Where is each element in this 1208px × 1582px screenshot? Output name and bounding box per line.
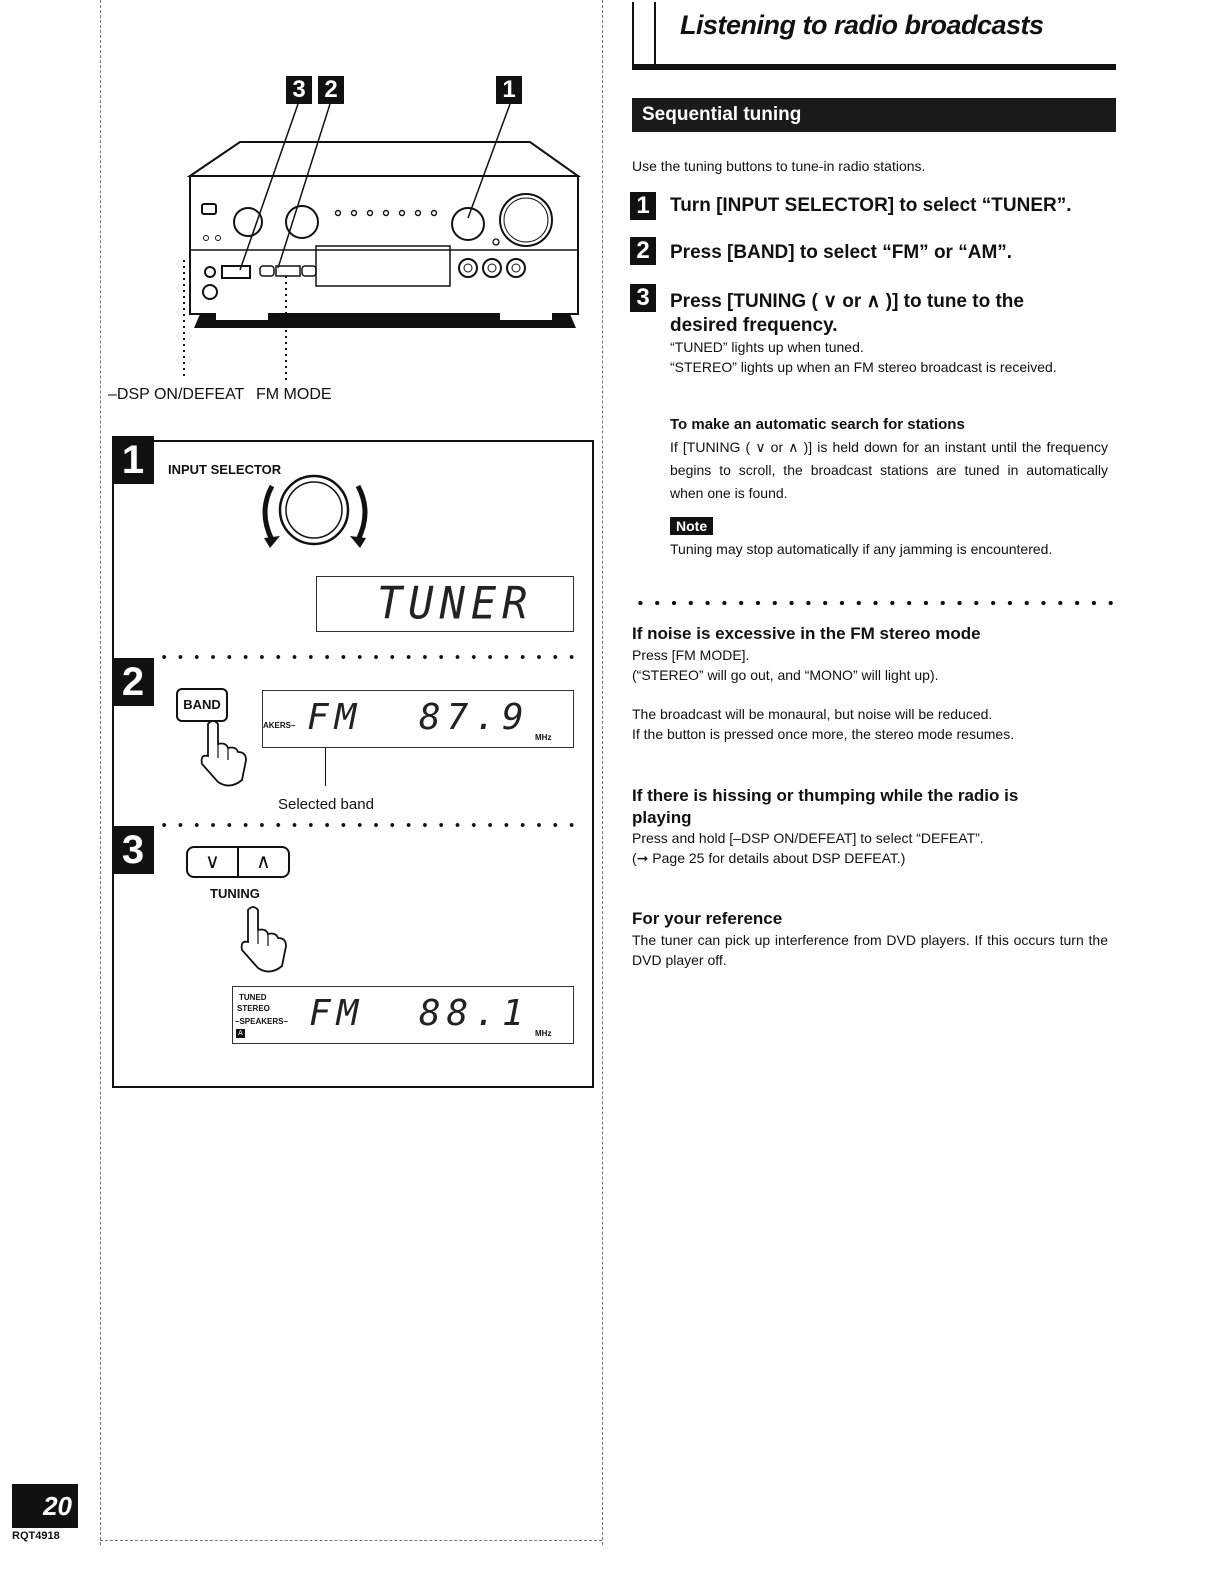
hissing-heading-line2: playing: [632, 808, 692, 827]
input-selector-knob-icon: [252, 468, 382, 554]
selected-band-label: Selected band: [278, 796, 374, 813]
section-banner: Sequential tuning: [632, 98, 1116, 132]
display-stereo-indicator: STEREO: [237, 1004, 270, 1013]
panel-divider-2: [156, 822, 584, 828]
note-text: Tuning may stop automatically if any jamming is encountered.: [670, 541, 1053, 557]
display-fm-unit: MHz: [535, 733, 552, 742]
display-tuned-frequency: 88.1: [419, 993, 530, 1034]
selected-band-pointer: [325, 748, 326, 786]
note-label: Note: [670, 517, 713, 535]
hand-press-icon-2: [236, 906, 296, 976]
display-tuned-indicator: TUNED: [239, 993, 267, 1002]
tuning-buttons: [186, 846, 290, 878]
display-fm-frequency: 87.9: [419, 697, 530, 738]
hissing-line-1: Press and hold [–DSP ON/DEFEAT] to select “DEFEAT”.: [632, 830, 984, 846]
step-1-text: Turn [INPUT SELECTOR] to select “TUNER”.: [670, 195, 1072, 216]
receiver-illustration: [170, 100, 590, 380]
panel-step-3: 3: [112, 826, 154, 874]
step-3-text-line2: desired frequency.: [670, 315, 838, 336]
note-badge: [670, 518, 713, 536]
panel-divider-1: [156, 654, 584, 660]
display-tuner-text: TUNER: [377, 577, 534, 630]
step-2-text: Press [BAND] to select “FM” or “AM”.: [670, 242, 1013, 263]
label-dsp-defeat: –DSP ON/DEFEAT: [108, 386, 245, 403]
model-number: RQT4918: [12, 1530, 60, 1542]
display-speakers-indicator: –SPEAKERS–: [235, 1017, 288, 1026]
reference-heading: For your reference: [632, 909, 783, 928]
step-3-text-line1: Press [TUNING ( ∨ or ∧ )] to tune to the: [670, 291, 1024, 312]
center-guide: [602, 0, 603, 1545]
noise-line-2: (“STEREO” will go out, and “MONO” will light up).: [632, 667, 939, 683]
callout-1: 1: [496, 76, 522, 104]
display-tuned-band: FM: [309, 993, 365, 1034]
noise-line-1: Press [FM MODE].: [632, 647, 750, 663]
display-fm: [262, 690, 574, 748]
display-tuned-unit: MHz: [535, 1029, 552, 1038]
reference-text: The tuner can pick up interference from DVD players. If this occurs turn the DVD player off.: [632, 932, 1108, 968]
title-bracket: [632, 2, 656, 68]
label-fm-mode: FM MODE: [256, 386, 332, 403]
noise-line-4: If the button is pressed once more, the stereo mode resumes.: [632, 726, 1015, 742]
page-number: 20: [12, 1484, 78, 1528]
tuning-up-button[interactable]: ∧: [256, 851, 271, 873]
display-tuner: [316, 576, 574, 632]
section-divider: [632, 600, 1116, 606]
step-2-number: 2: [630, 237, 656, 265]
hissing-heading-line1: If there is hissing or thumping while the radio is: [632, 786, 1019, 805]
hissing-line-2: (➞ Page 25 for details about DSP DEFEAT.): [632, 850, 906, 866]
tuning-label: TUNING: [210, 886, 260, 901]
auto-search-heading: To make an automatic search for stations: [670, 416, 965, 433]
intro-text: Use the tuning buttons to tune-in radio stations.: [632, 158, 926, 174]
step-3-detail-2: “STEREO” lights up when an FM stereo broadcast is received.: [670, 359, 1057, 375]
callout-3: 3: [286, 76, 312, 104]
panel-step-1: 1: [112, 436, 154, 484]
band-button[interactable]: BAND: [176, 688, 228, 722]
page-title: Listening to radio broadcasts: [680, 10, 1044, 40]
title-rule: [632, 64, 1116, 70]
display-tuned: [232, 986, 574, 1044]
display-speaker-a: A: [236, 1029, 245, 1038]
noise-line-3: The broadcast will be monaural, but noise will be reduced.: [632, 706, 993, 722]
bottom-guide: [100, 1540, 602, 1541]
auto-search-text: If [TUNING ( ∨ or ∧ )] is held down for an instant until the frequency begins to scroll, the broadcast stations are tuned in automatically when one is found.: [670, 439, 1108, 501]
step-3-number: 3: [630, 284, 656, 312]
hand-press-icon: [196, 720, 256, 790]
display-fm-speakers: AKERS–: [263, 721, 296, 730]
step-3-detail-1: “TUNED” lights up when tuned.: [670, 339, 864, 355]
callout-2: 2: [318, 76, 344, 104]
display-fm-band: FM: [307, 697, 363, 738]
input-selector-label: INPUT SELECTOR: [168, 462, 282, 477]
panel-step-2: 2: [112, 658, 154, 706]
step-1-number: 1: [630, 192, 656, 220]
left-margin-guide: [100, 0, 101, 1545]
noise-heading: If noise is excessive in the FM stereo mode: [632, 624, 981, 643]
tuning-down-button[interactable]: ∨: [188, 848, 239, 876]
